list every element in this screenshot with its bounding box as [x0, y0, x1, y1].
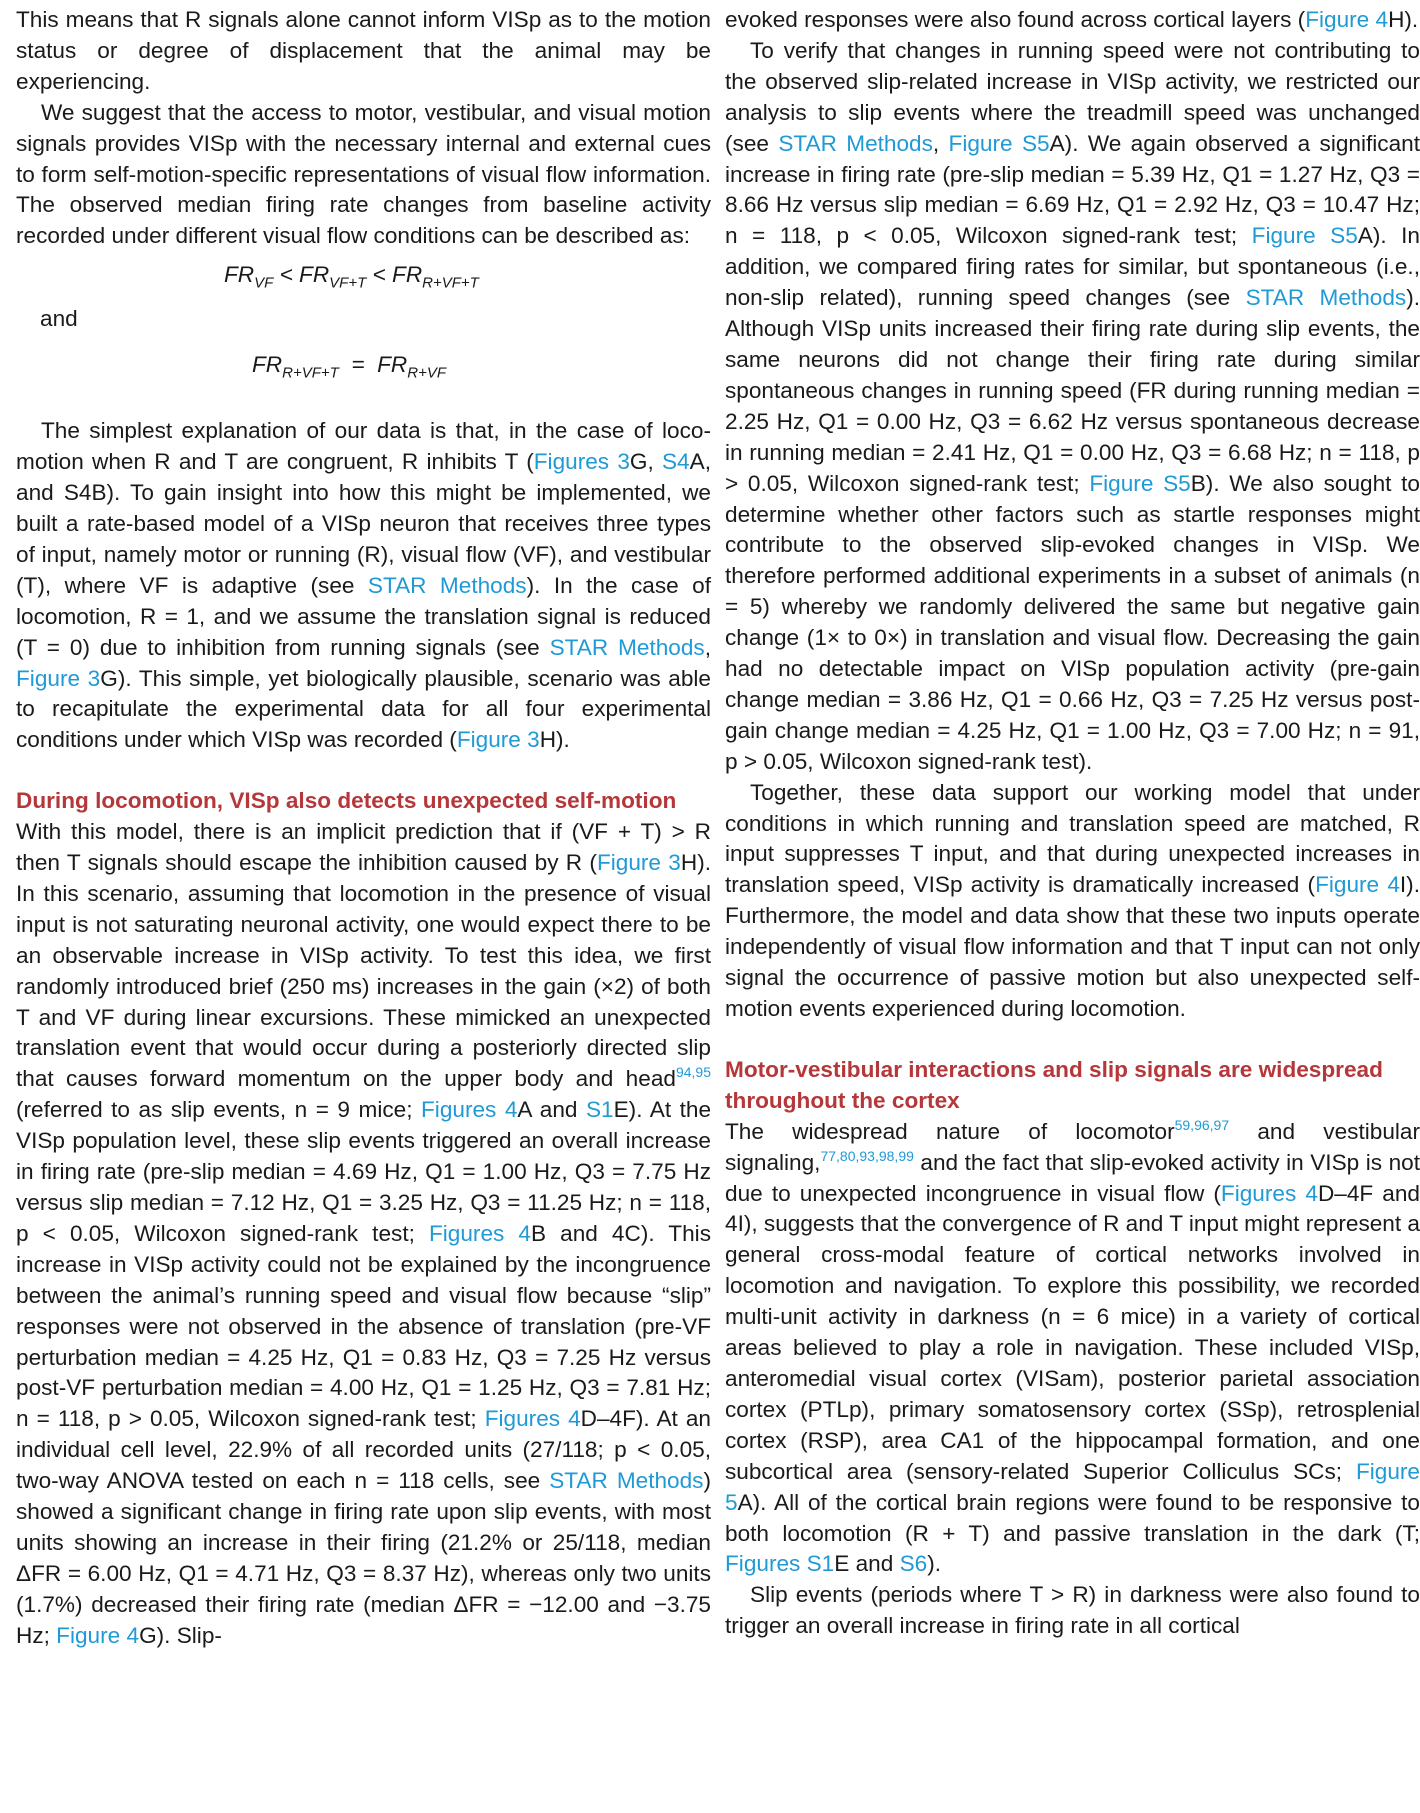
figure-link[interactable]: Figures 4: [428, 1220, 531, 1246]
paragraph: [16, 98, 711, 253]
figure-link[interactable]: S4: [661, 449, 690, 475]
figure-link[interactable]: Figure 5: [725, 1458, 1420, 1515]
paragraph: Slip events (periods where T > R) in darkness were also found to trigger an overall increase in firing rate in all cortical: [725, 1582, 1420, 1639]
figure-link[interactable]: S6: [899, 1551, 928, 1577]
and-word: and: [40, 306, 78, 332]
figure-link[interactable]: Figure S5: [1251, 223, 1358, 249]
section-heading: During locomotion, VISp also detects unexpected self-motion: [16, 788, 677, 814]
figure-link[interactable]: Figures 4: [421, 1097, 518, 1123]
figure-link[interactable]: S1: [585, 1097, 614, 1123]
star-methods-link[interactable]: STAR Methods: [549, 634, 705, 660]
paragraph-text: We suggest that the access to motor, vestibular, and visual motion signals provides VISp with the necessary internal and external cues to form self-motion-specific representations of visual flow information. The observed median firing rate changes from baseline activity recorded under different visual flow conditions can be described as:: [16, 99, 711, 249]
section-heading: Motor-vestibular interactions and slip signals are widespread throughout the cortex: [725, 1056, 1383, 1113]
left-column: [16, 5, 711, 1652]
figure-link[interactable]: Figures 4: [1220, 1180, 1318, 1206]
equation-body: $FR_{R+VF+T} = FR_{R+VF}$: [252, 352, 446, 382]
figure-link[interactable]: Figure 4: [56, 1622, 140, 1648]
figure-link[interactable]: Figure 4: [1315, 872, 1400, 898]
figure-link[interactable]: Figure 3: [16, 665, 101, 691]
figure-link[interactable]: Figures 3: [533, 449, 630, 475]
equation-inequality: [16, 252, 711, 298]
citation-link[interactable]: 59,96,97: [1174, 1116, 1230, 1133]
figure-link[interactable]: Figure 3: [456, 727, 540, 753]
paragraph: To verify that changes in running speed were not contributing to the observed slip-related increase in VISp activity, we restricted our analysis to slip events where the treadmill speed was unchanged (see STAR Methods, Figure S5A). We again observed a significant increase in firing rate (pre-slip median = 5.39 Hz, Q1 = 1.27 Hz, Q3 = 8.66 Hz versus slip median = 6.69 Hz, Q1 = 2.92 Hz, Q3 = 10.47 Hz; n = 118, p < 0.05, Wilcoxon signed-rank test; Figure S5A). In addition, we compared firing rates for similar, but spontaneous (i.e., non-slip related), running speed changes (see STAR Methods). Although VISp units increased their firing rate during slip events, the same neurons did not change their firing rate during similar spontaneous changes in running speed (FR during running median = 2.25 Hz, Q1 = 0.00 Hz, Q3 = 6.62 Hz versus spontaneous decrease in running median = 2.41 Hz, Q1 = 0.00 Hz, Q3 = 6.68 Hz; n = 118, p > 0.05, Wilcoxon signed-rank test; Figure S5B). We also sought to determine whether other factors such as startle responses might contribute to the observed slip-evoked changes in VISp. We therefore performed additional experiments in a subset of animals (n = 5) whereby we randomly delivered the same but negative gain change (1× to 0×) in translation and visual flow. Decreasing the gain had no detectable impact on VISp population activity (pre-gain change median = 3.86 Hz, Q1 = 0.66 Hz, Q3 = 7.25 Hz versus post-gain change median = 4.25 Hz, Q1 = 1.00 Hz, Q3 = 7.00 Hz; n = 91, p > 0.05, Wilcoxon signed-rank test).: [725, 37, 1420, 774]
right-column: [725, 5, 1420, 1642]
citation-link[interactable]: 94,95: [675, 1064, 711, 1081]
paragraph: Together, these data support our working model that under conditions in which running and translation speed are matched, R input suppresses T input, and that during unexpected increases in translation speed, VISp activity is dramatically increased (Figure 4I). Furthermore, the model and data show that these two inputs operate independently of visual flow information and that T input can not only signal the occurrence of passive motion but also unexpected self-motion events experienced during locomotion.: [725, 779, 1420, 1021]
figure-link[interactable]: Figure 3: [596, 850, 681, 876]
star-methods-link[interactable]: STAR Methods: [778, 130, 933, 156]
paragraph: [16, 5, 711, 98]
equation-equality: [16, 342, 711, 388]
figure-link[interactable]: Figures 4: [484, 1406, 581, 1432]
star-methods-link[interactable]: STAR Methods: [1245, 285, 1407, 311]
star-methods-link[interactable]: STAR Methods: [367, 572, 527, 598]
figure-link[interactable]: Figure S5: [948, 130, 1050, 156]
citation-link[interactable]: 77,80,93,98,99: [820, 1147, 914, 1164]
equation-body: $FR_{VF} < FR_{VF+T} < FR_{R+VF+T}$: [224, 262, 479, 292]
paragraph: evoked responses were also found across cortical layers (Figure 4H).: [725, 7, 1419, 32]
figure-link[interactable]: Figures S1: [725, 1551, 835, 1577]
equation-connector: [16, 298, 711, 342]
figure-link[interactable]: Figure 4: [1305, 7, 1389, 32]
paragraph: The simplest explanation of our data is that, in the case of locomotion when R and T are congruent, R inhibits T (Figures 3G, S4A, and S4B). To gain insight into how this might be implemented, we built a rate-based model of a VISp neuron that receives three types of input, namely motor or running (R), visual flow (VF), and vestibular (T), where VF is adaptive (see STAR Methods). In the case of locomotion, R = 1, and we assume the translation signal is reduced (T = 0) due to inhibition from running signals (see STAR Methods, Figure 3G). This simple, yet biologically plausible, scenario was able to recapitulate the experimental data for all four experimental conditions under which VISp was recorded (Figure 3H).: [16, 418, 711, 753]
star-methods-link[interactable]: STAR Methods: [549, 1468, 704, 1494]
paragraph-text: This means that R signals alone cannot inform VISp as to the motion status or degree of displacement that the animal may be experiencing.: [16, 7, 711, 94]
paragraph: The widespread nature of locomotor$^{59,96,97}$ and vestibular signaling,$^{77,80,93,98,99}$ and the fact that slip-evoked activity in VISp is not due to unexpected incongruence in visual flow (Figures 4D–4F and 4I), suggests that the convergence of R and T input might represent a general cross-modal feature of cortical networks involved in locomotion and navigation. To explore this possibility, we recorded multi-unit activity in darkness (n = 6 mice) in a variety of cortical areas believed to play a role in navigation. These included VISp, anteromedial visual cortex (VISam), posterior parietal association cortex (PTLp), primary somatosensory cortex (SSp), retrosplenial cortex (RSP), area CA1 of the hippocampal formation, and one subcortical area (sensory-related Superior Colliculus SCs; Figure 5A). All of the cortical brain regions were found to be responsive to both locomotion (R + T) and passive translation in the dark (T; Figures S1E and S6).: [725, 1116, 1420, 1577]
figure-link[interactable]: Figure S5: [1089, 470, 1191, 496]
paragraph: With this model, there is an implicit prediction that if (VF + T) > R then T signals should escape the inhibition caused by R (Figure 3H). In this scenario, assuming that locomotion in the presence of visual input is not saturating neuronal activity, one would expect there to be an observable increase in VISp activity. To test this idea, we first randomly introduced brief (250 ms) increases in the gain (×2) of both T and VF during linear excursions. These mimicked an unexpected translation event that would occur during a posteriorly directed slip that causes forward momentum on the upper body and head$^{94,95}$ (referred to as slip events, n = 9 mice; Figures 4A and S1E). At the VISp population level, these slip events triggered an overall increase in firing rate (pre-slip median = 4.69 Hz, Q1 = 1.00 Hz, Q3 = 7.75 Hz versus slip median = 7.12 Hz, Q1 = 3.25 Hz, Q3 = 11.25 Hz; n = 118, p < 0.05, Wilcoxon signed-rank test; Figures 4B and 4C). This increase in VISp activity could not be explained by the incongruence between the animal’s running speed and visual flow because “slip” responses were not observed in the absence of translation (pre-VF perturbation median = 4.25 Hz, Q1 = 0.83 Hz, Q3 = 7.25 Hz versus post-VF perturbation median = 4.00 Hz, Q1 = 1.25 Hz, Q3 = 7.81 Hz; n = 118, p > 0.05, Wilcoxon signed-rank test; Figures 4D–4F). At an individual cell level, 22.9% of all recorded units (27/118; p < 0.05, two-way ANOVA tested on each n = 118 cells, see STAR Methods) showed a significant change in firing rate upon slip events, with most units showing an increase in their firing (21.2% or 25/118, median ΔFR = 6.00 Hz, Q1 = 4.71 Hz, Q3 = 8.37 Hz), whereas only two units (1.7%) decreased their firing rate (median ΔFR = −12.00 and −3.75 Hz; Figure 4G). Slip-: [16, 819, 712, 1648]
